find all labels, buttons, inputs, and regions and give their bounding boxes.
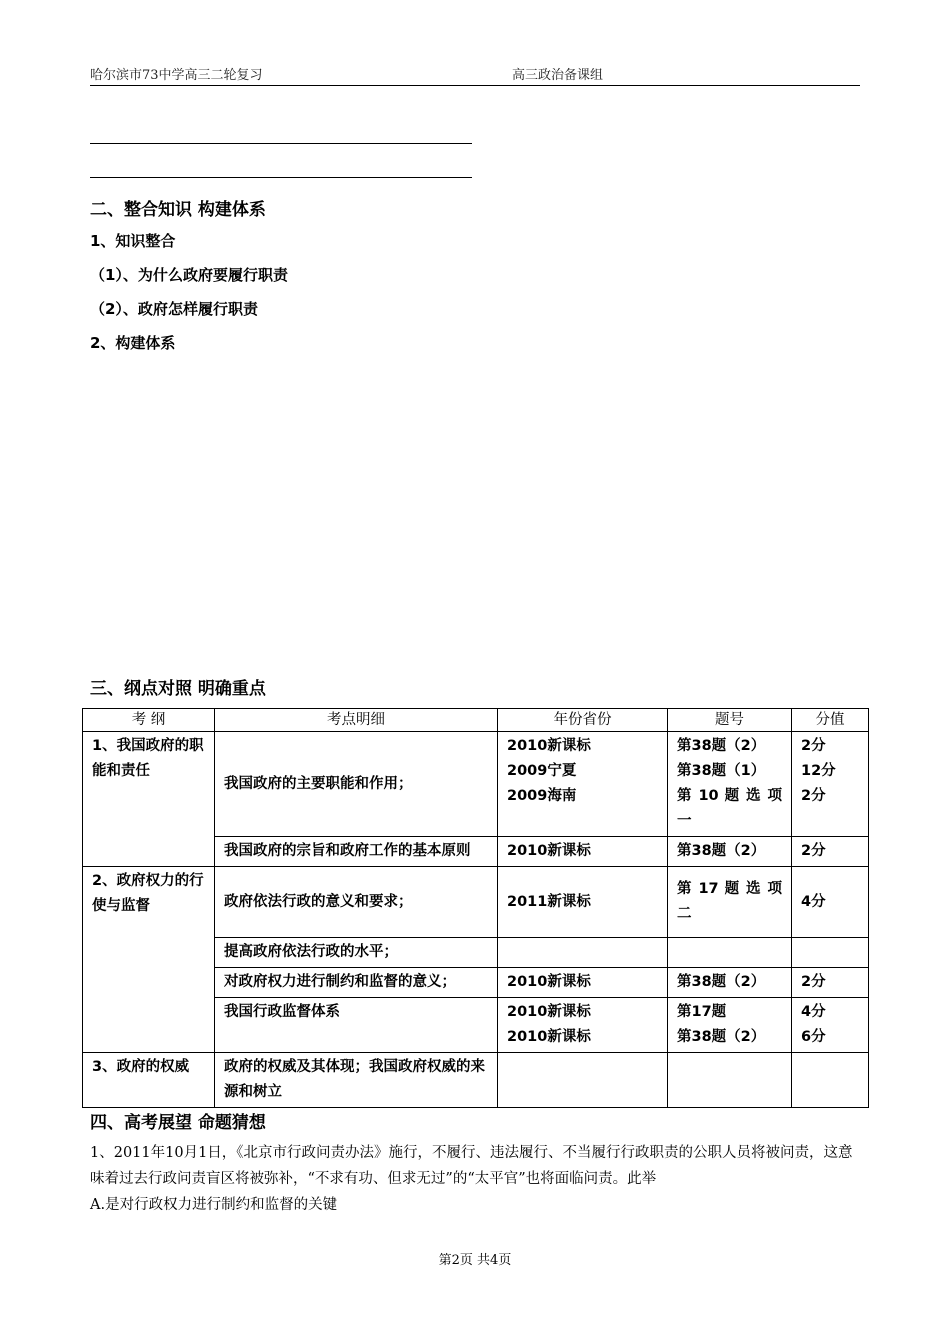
number-cell: [668, 938, 792, 968]
outline-cell: 2、政府权力的行使与监督: [83, 867, 215, 1053]
option-a: A.是对行政权力进行制约和监督的关键: [90, 1197, 338, 1213]
section2-title: 二、整合知识 构建体系: [90, 200, 266, 220]
year-cell: [498, 1053, 668, 1108]
header-right: 高三政治备课组: [512, 68, 604, 83]
table-row: [83, 732, 869, 837]
column-header: 分值: [792, 709, 869, 732]
year-cell: [498, 938, 668, 968]
score-cell: 2分: [792, 968, 869, 998]
number-cell: 第17题 第38题（2）: [668, 998, 792, 1053]
table-header-row: [83, 709, 869, 732]
number-cell: [668, 732, 792, 837]
detail-cell: 提高政府依法行政的水平；: [215, 938, 498, 968]
number-cell: 第38题（2）: [668, 837, 792, 867]
page-footer: 第2页 共4页: [438, 1253, 512, 1268]
number-text: 二: [677, 906, 692, 922]
answer-line: [90, 143, 472, 144]
year-cell: 2011新课标: [498, 867, 668, 938]
detail-cell: 政府的权威及其体现；我国政府权威的来源和树立: [215, 1053, 498, 1108]
score-cell: [792, 1053, 869, 1108]
year-cell: 2010新课标 2009宁夏 2009海南: [498, 732, 668, 837]
column-header: 考点明细: [215, 709, 498, 732]
question-2: （2）、政府怎样履行职责: [90, 300, 258, 318]
detail-cell: 我国政府的宗旨和政府工作的基本原则: [215, 837, 498, 867]
section3-title: 三、纲点对照 明确重点: [90, 679, 266, 699]
column-header: 题号: [668, 709, 792, 732]
year-cell: 2010新课标: [498, 837, 668, 867]
number-cell: [668, 1053, 792, 1108]
column-header: 考 纲: [83, 709, 215, 732]
number-cell: 第38题（2）: [668, 968, 792, 998]
detail-cell: 对政府权力进行制约和监督的意义；: [215, 968, 498, 998]
number-text: 第 17 题 选 项: [677, 881, 782, 897]
year-cell: 2010新课标: [498, 968, 668, 998]
score-cell: [792, 938, 869, 968]
number-text: 第38题（2） 第38题（1）: [677, 738, 766, 779]
detail-cell: 我国政府的主要职能和作用；: [215, 732, 498, 837]
outline-table: [82, 708, 869, 1108]
detail-cell: 政府依法行政的意义和要求；: [215, 867, 498, 938]
question-1: （1）、为什么政府要履行职责: [90, 266, 288, 284]
number-text: 一: [677, 813, 692, 829]
score-cell: 2分: [792, 837, 869, 867]
number-cell: [668, 867, 792, 938]
section4-title: 四、高考展望 命题猜想: [90, 1113, 266, 1133]
header-rule: [90, 85, 860, 86]
score-cell: 4分 6分: [792, 998, 869, 1053]
knowledge-integration: 1、知识整合: [90, 232, 176, 250]
outline-cell: 1、我国政府的职能和责任: [83, 732, 215, 867]
table-row: [83, 1053, 869, 1108]
column-header: 年份省份: [498, 709, 668, 732]
build-system: 2、构建体系: [90, 334, 176, 352]
detail-cell: 我国行政监督体系: [215, 998, 498, 1053]
outline-cell: 3、政府的权威: [83, 1053, 215, 1108]
question-text: 1、2011年10月1日，《北京市行政问责办法》施行，不履行、违法履行、不当履行行政职责的公职人员将被问责，这意味着过去行政问责盲区将被弥补，“不求有功、但求无过”的“太平官”也将面临问责。此举: [90, 1145, 853, 1187]
header-left: 哈尔滨市73中学高三二轮复习: [90, 68, 263, 83]
number-text: 第 10 题 选 项: [677, 788, 782, 804]
score-cell: 2分 12分 2分: [792, 732, 869, 837]
year-cell: 2010新课标 2010新课标: [498, 998, 668, 1053]
score-cell: 4分: [792, 867, 869, 938]
answer-line: [90, 177, 472, 178]
table-row: [83, 867, 869, 938]
